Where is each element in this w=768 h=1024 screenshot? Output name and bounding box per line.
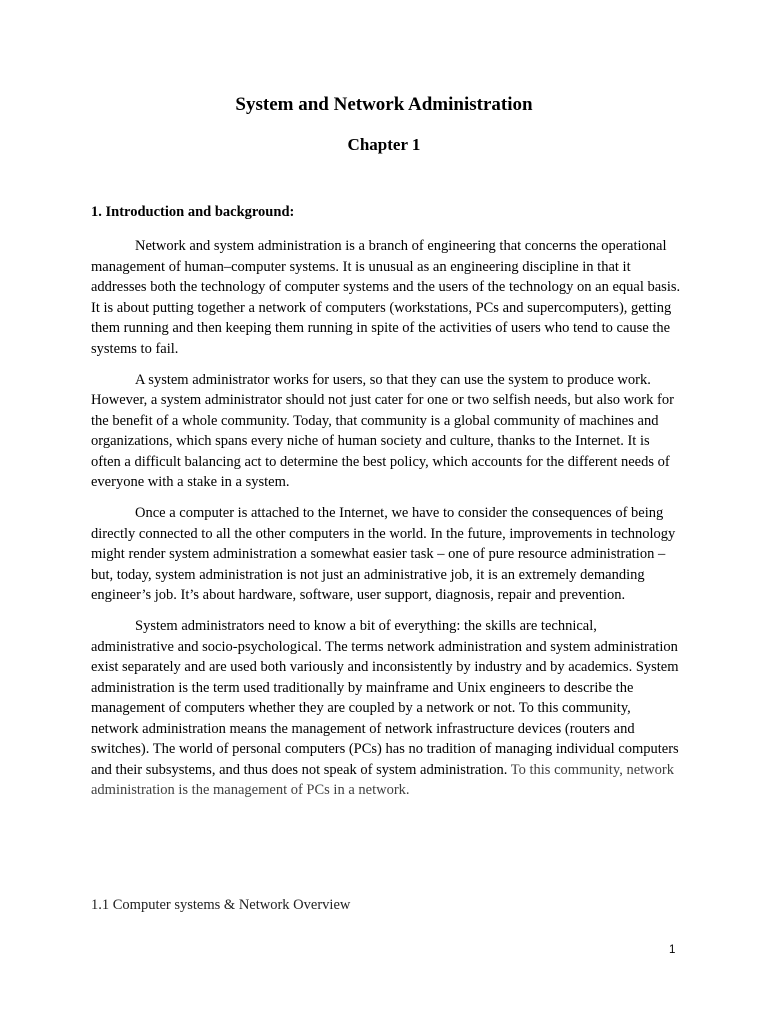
paragraph-2-text: A system administrator works for users, so that they can use the system to produce work. However, a system administrator should not just cater for one or two selfish needs, but also work for the benefit of a whole community. Today, that community is a global community of machines and organizations, which spans every niche of human society and culture, thanks to the Internet. It is often a difficult balancing act to determine the best policy, which accounts for the different needs of everyone with a stake in a system. [91, 371, 674, 490]
body-text [91, 236, 681, 811]
page-number: 1 [669, 944, 676, 956]
paragraph-3 [91, 503, 681, 606]
chapter-heading: Chapter 1 [347, 135, 421, 154]
paragraph-1 [91, 236, 681, 359]
section-heading: 1. Introduction and background: [91, 204, 295, 220]
paragraph-3-text: Once a computer is attached to the Internet, we have to consider the consequences of being directly connected to all the other computers in the world. In the future, improvements in technology might render system administration a somewhat easier task – one of pure resource administration – but, today, system administration is not just an administrative job, it is an extremely demanding engineer’s job. It’s about hardware, software, user support, diagnosis, repair and prevention. [91, 505, 676, 603]
paragraph-4 [91, 616, 681, 801]
paragraph-4-grey-tail: To this community, network administration is the management of PCs in a network. [91, 761, 674, 798]
paragraph-2 [91, 370, 681, 493]
paragraph-1-text: Network and system administration is a branch of engineering that concerns the operational management of human–computer systems. It is unusual as an engineering discipline in that it addresses both the technology of computer systems and the users of the technology on an equal basis. It is about putting together a network of computers (workstations, PCs and supercomputers), getting them running and then keeping them running in spite of the activities of users who tend to cause the systems to fail. [91, 238, 681, 357]
subsection-heading: 1.1 Computer systems & Network Overview [91, 897, 351, 913]
paragraph-4-text: System administrators need to know a bit of everything: the skills are technical, administrative and socio-psychological. The terms network administration and system administration exist separately and are used both variously and inconsistently by industry and by academics. System administration is the term used traditionally by mainframe and Unix engineers to describe the management of computers whether they are coupled by a network or not. To this community, network administration means the management of network infrastructure devices (routers and switches). The world of personal computers (PCs) has no tradition of managing individual computers and their subsystems, and thus does not speak of system administration. [91, 618, 679, 778]
document-title: System and Network Administration [235, 94, 533, 115]
